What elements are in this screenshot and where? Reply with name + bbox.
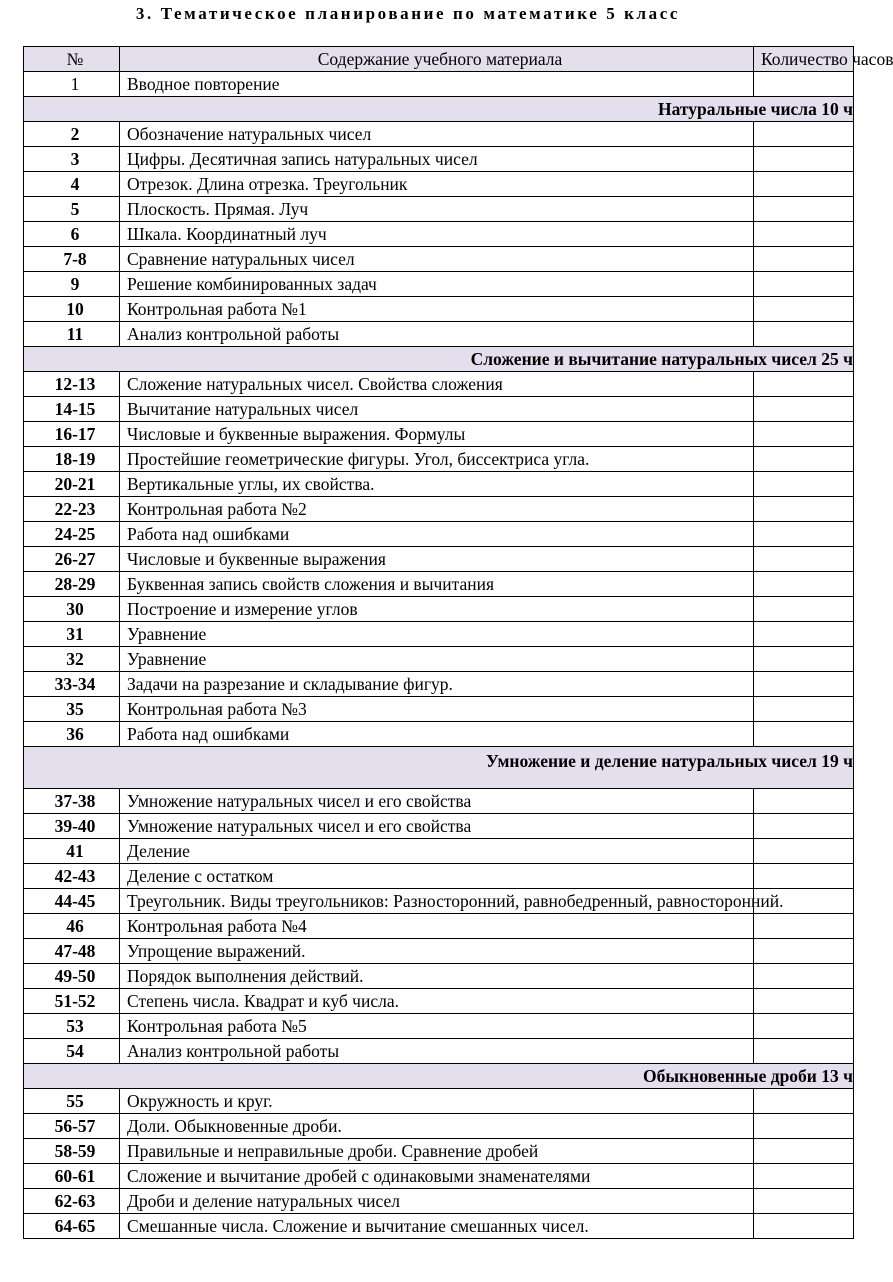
- lesson-number: 28-29: [24, 572, 120, 597]
- lesson-number: 64-65: [24, 1214, 120, 1239]
- table-row: [24, 522, 854, 547]
- table-row: [24, 172, 854, 197]
- table-row: [24, 914, 854, 939]
- lesson-number: 42-43: [24, 864, 120, 889]
- lesson-number: 49-50: [24, 964, 120, 989]
- lesson-hours: [754, 1114, 854, 1139]
- lesson-number: 7-8: [24, 247, 120, 272]
- lesson-topic: Контрольная работа №1: [120, 297, 754, 322]
- table-row: [24, 72, 854, 97]
- table-row: [24, 1039, 854, 1064]
- lesson-number: 1: [24, 72, 120, 97]
- lesson-hours: [754, 372, 854, 397]
- lesson-hours: [754, 172, 854, 197]
- lesson-topic: Цифры. Десятичная запись натуральных чисел: [120, 147, 754, 172]
- lesson-number: 60-61: [24, 1164, 120, 1189]
- lesson-topic: Правильные и неправильные дроби. Сравнение дробей: [120, 1139, 754, 1164]
- section-row: [24, 747, 854, 789]
- lesson-number: 11: [24, 322, 120, 347]
- lesson-topic: Построение и измерение углов: [120, 597, 754, 622]
- table-row: [24, 397, 854, 422]
- table-row: [24, 964, 854, 989]
- table-row: [24, 297, 854, 322]
- lesson-hours: [754, 722, 854, 747]
- lesson-number: 39-40: [24, 814, 120, 839]
- lesson-number: 24-25: [24, 522, 120, 547]
- lesson-topic: Работа над ошибками: [120, 722, 754, 747]
- section-header: [24, 347, 854, 372]
- table-row: [24, 672, 854, 697]
- lesson-hours: [754, 197, 854, 222]
- lesson-topic: Задачи на разрезание и складывание фигур.: [120, 672, 754, 697]
- lesson-topic: Анализ контрольной работы: [120, 322, 754, 347]
- section-title: Натуральные числа 10 ч: [657, 99, 853, 119]
- table-row: [24, 1189, 854, 1214]
- lesson-number: 3: [24, 147, 120, 172]
- lesson-topic: Контрольная работа №5: [120, 1014, 754, 1039]
- lesson-hours: [754, 1164, 854, 1189]
- table-row: [24, 814, 854, 839]
- lesson-topic: Отрезок. Длина отрезка. Треугольник: [120, 172, 754, 197]
- lesson-number: 44-45: [24, 889, 120, 914]
- table-row: [24, 597, 854, 622]
- lesson-topic: Простейшие геометрические фигуры. Угол, биссектриса угла.: [120, 447, 754, 472]
- lesson-topic: Сложение натуральных чисел. Свойства сложения: [120, 372, 754, 397]
- lesson-number: 30: [24, 597, 120, 622]
- lesson-hours: [754, 597, 854, 622]
- lesson-hours: [754, 472, 854, 497]
- table-row: [24, 1139, 854, 1164]
- lesson-hours: [754, 1039, 854, 1064]
- lesson-number: 26-27: [24, 547, 120, 572]
- lesson-topic: Степень числа. Квадрат и куб числа.: [120, 989, 754, 1014]
- page-title: 3. Тематическое планирование по математике 5 класс: [135, 4, 681, 23]
- header-hours: Количество часов: [754, 47, 854, 72]
- lesson-hours: [754, 122, 854, 147]
- table-row: [24, 697, 854, 722]
- section-row: [24, 97, 854, 122]
- lesson-number: 47-48: [24, 939, 120, 964]
- lesson-number: 41: [24, 839, 120, 864]
- table-row: [24, 547, 854, 572]
- table-row: [24, 147, 854, 172]
- lesson-hours: [754, 447, 854, 472]
- table-row: [24, 322, 854, 347]
- lesson-number: 4: [24, 172, 120, 197]
- table-row: [24, 864, 854, 889]
- lesson-topic: Деление: [120, 839, 754, 864]
- lesson-number: 18-19: [24, 447, 120, 472]
- table-row: [24, 447, 854, 472]
- table-row: [24, 422, 854, 447]
- table-row: [24, 789, 854, 814]
- table-row: [24, 647, 854, 672]
- lesson-hours: [754, 547, 854, 572]
- lesson-topic: Обозначение натуральных чисел: [120, 122, 754, 147]
- lesson-topic: Дроби и деление натуральных чисел: [120, 1189, 754, 1214]
- lesson-number: 9: [24, 272, 120, 297]
- lesson-topic: Сравнение натуральных чисел: [120, 247, 754, 272]
- table-row: [24, 939, 854, 964]
- table-row: [24, 1014, 854, 1039]
- lesson-topic: Анализ контрольной работы: [120, 1039, 754, 1064]
- lesson-number: 16-17: [24, 422, 120, 447]
- lesson-topic: Контрольная работа №2: [120, 497, 754, 522]
- section-title: Сложение и вычитание натуральных чисел 25 ч: [470, 349, 853, 369]
- lesson-number: 55: [24, 1089, 120, 1114]
- lesson-topic: Буквенная запись свойств сложения и вычитания: [120, 572, 754, 597]
- table-row: [24, 572, 854, 597]
- lesson-hours: [754, 1189, 854, 1214]
- table-row: [24, 989, 854, 1014]
- lesson-topic: Решение комбинированных задач: [120, 272, 754, 297]
- lesson-hours: [754, 672, 854, 697]
- section-header: [24, 747, 854, 789]
- lesson-topic: Числовые и буквенные выражения. Формулы: [120, 422, 754, 447]
- lesson-number: 20-21: [24, 472, 120, 497]
- lesson-topic: Шкала. Координатный луч: [120, 222, 754, 247]
- table-row: [24, 247, 854, 272]
- lesson-number: 32: [24, 647, 120, 672]
- lesson-number: 36: [24, 722, 120, 747]
- lesson-hours: [754, 622, 854, 647]
- lesson-number: 31: [24, 622, 120, 647]
- table-row: [24, 222, 854, 247]
- lesson-hours: [754, 1214, 854, 1239]
- header-number: №: [24, 47, 120, 72]
- lesson-hours: [754, 939, 854, 964]
- table-row: [24, 197, 854, 222]
- lesson-hours: [754, 989, 854, 1014]
- lesson-topic: Деление с остатком: [120, 864, 754, 889]
- planning-table: [23, 46, 893, 1239]
- section-header: [24, 97, 854, 122]
- lesson-topic: Сложение и вычитание дробей с одинаковыми знаменателями: [120, 1164, 754, 1189]
- lesson-topic: Вводное повторение: [120, 72, 754, 97]
- lesson-topic: Уравнение: [120, 647, 754, 672]
- lesson-number: 33-34: [24, 672, 120, 697]
- lesson-number: 62-63: [24, 1189, 120, 1214]
- lesson-hours: [754, 522, 854, 547]
- lesson-hours: [754, 497, 854, 522]
- lesson-number: 5: [24, 197, 120, 222]
- lesson-hours: [754, 839, 854, 864]
- lesson-hours: [754, 697, 854, 722]
- lesson-number: 35: [24, 697, 120, 722]
- lesson-number: 6: [24, 222, 120, 247]
- lesson-number: 54: [24, 1039, 120, 1064]
- lesson-hours: [754, 1139, 854, 1164]
- lesson-hours: [754, 147, 854, 172]
- table-row: [24, 889, 854, 914]
- lesson-hours: [754, 1014, 854, 1039]
- section-header: [24, 1064, 854, 1089]
- table-row: [24, 1114, 854, 1139]
- lesson-number: 58-59: [24, 1139, 120, 1164]
- table-row: [24, 122, 854, 147]
- table-row: [24, 472, 854, 497]
- lesson-hours: [754, 572, 854, 597]
- lesson-topic: Уравнение: [120, 622, 754, 647]
- lesson-hours: [754, 322, 854, 347]
- lesson-number: 51-52: [24, 989, 120, 1014]
- lesson-hours: [754, 814, 854, 839]
- lesson-hours: [754, 222, 854, 247]
- lesson-number: 22-23: [24, 497, 120, 522]
- lesson-hours: [754, 297, 854, 322]
- lesson-number: 56-57: [24, 1114, 120, 1139]
- lesson-topic: Контрольная работа №3: [120, 697, 754, 722]
- header-content: Содержание учебного материала: [120, 47, 754, 72]
- lesson-hours: [754, 422, 854, 447]
- lesson-topic: Треугольник. Виды треугольников: Разносторонний, равнобедренный, равносторонний.: [120, 889, 754, 914]
- table-row: [24, 839, 854, 864]
- lesson-topic: Умножение натуральных чисел и его свойства: [120, 814, 754, 839]
- lesson-number: 12-13: [24, 372, 120, 397]
- section-title: Обыкновенные дроби 13 ч: [643, 1066, 853, 1086]
- lesson-topic: Плоскость. Прямая. Луч: [120, 197, 754, 222]
- lesson-topic: Окружность и круг.: [120, 1089, 754, 1114]
- table-row: [24, 372, 854, 397]
- lesson-topic: Доли. Обыкновенные дроби.: [120, 1114, 754, 1139]
- lesson-topic: Вертикальные углы, их свойства.: [120, 472, 754, 497]
- lesson-topic: Смешанные числа. Сложение и вычитание смешанных чисел.: [120, 1214, 754, 1239]
- lesson-topic: Умножение натуральных чисел и его свойства: [120, 789, 754, 814]
- lesson-topic: Числовые и буквенные выражения: [120, 547, 754, 572]
- lesson-topic: Порядок выполнения действий.: [120, 964, 754, 989]
- section-title: Умножение и деление натуральных чисел 19 ч: [486, 751, 853, 771]
- table-row: [24, 272, 854, 297]
- lesson-topic: Контрольная работа №4: [120, 914, 754, 939]
- lesson-hours: [754, 247, 854, 272]
- lesson-number: 14-15: [24, 397, 120, 422]
- table-row: [24, 1164, 854, 1189]
- lesson-number: 10: [24, 297, 120, 322]
- lesson-topic: Упрощение выражений.: [120, 939, 754, 964]
- section-row: [24, 347, 854, 372]
- lesson-number: 46: [24, 914, 120, 939]
- lesson-topic: Вычитание натуральных чисел: [120, 397, 754, 422]
- lesson-hours: [754, 272, 854, 297]
- lesson-hours: [754, 789, 854, 814]
- lesson-number: 2: [24, 122, 120, 147]
- lesson-topic: Работа над ошибками: [120, 522, 754, 547]
- lesson-hours: [754, 914, 854, 939]
- lesson-hours: [754, 1089, 854, 1114]
- table-row: [24, 1089, 854, 1114]
- lesson-hours: [754, 864, 854, 889]
- section-row: [24, 1064, 854, 1089]
- table-row: [24, 722, 854, 747]
- lesson-number: 37-38: [24, 789, 120, 814]
- lesson-hours: [754, 964, 854, 989]
- lesson-hours: [754, 397, 854, 422]
- table-row: [24, 497, 854, 522]
- lesson-hours: [754, 647, 854, 672]
- table-header-row: [24, 47, 854, 72]
- lesson-hours: [754, 72, 854, 97]
- table-row: [24, 622, 854, 647]
- table-body: [24, 72, 854, 1239]
- lesson-number: 53: [24, 1014, 120, 1039]
- table-row: [24, 1214, 854, 1239]
